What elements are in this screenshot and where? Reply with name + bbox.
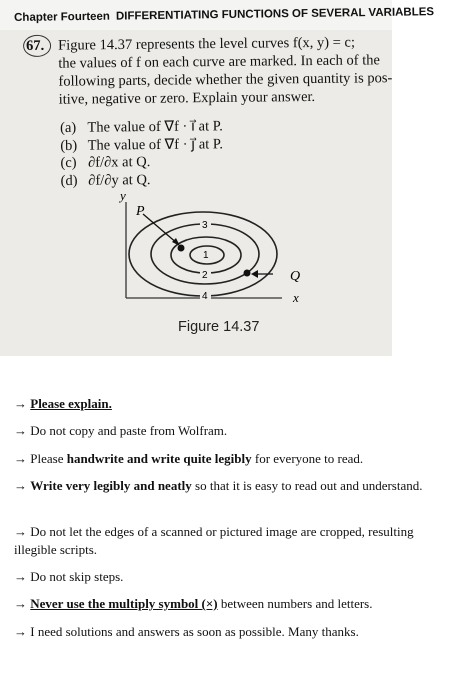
problem-line: the values of f on each curve are marked. In each of the	[58, 52, 381, 72]
point-p-dot	[178, 245, 185, 252]
instruction-item: → Never use the multiply symbol (×) between numbers and letters.	[14, 596, 373, 611]
point-p-label: P	[136, 204, 145, 219]
part-c: (c) ∂f/∂x at Q.	[60, 154, 151, 171]
instruction-item: → I need solutions and answers as soon as possible. Many thanks.	[14, 624, 359, 639]
instruction-item: → Do not let the edges of a scanned or pictured image are cropped, resulting illegible scripts.	[14, 524, 414, 557]
level-value-3: 3	[202, 220, 208, 231]
problem-line: itive, negative or zero. Explain your answer.	[58, 88, 316, 108]
level-value-1: 1	[203, 250, 209, 261]
point-q-label: Q	[290, 269, 301, 284]
instruction-item: → Write very legibly and neatly so that it is easy to read out and understand.	[14, 478, 423, 493]
problem-line: following parts, decide whether the given quantity is pos-	[58, 70, 393, 90]
level-value-4: 4	[202, 291, 208, 302]
y-axis-label: y	[120, 188, 126, 203]
part-a: (a) The value of ∇f · i⃗ at P.	[60, 118, 223, 136]
x-axis-label: x	[293, 290, 299, 305]
level-curves-figure	[110, 188, 320, 313]
arrow-to-p	[143, 214, 178, 244]
instruction-item: → Please handwrite and write quite legibly for everyone to read.	[14, 451, 364, 466]
figure-caption: Figure 14.37	[178, 319, 260, 335]
problem-statement	[26, 33, 393, 108]
problem-number: 67.	[26, 37, 45, 54]
part-b: (b) The value of ∇f · j⃗ at P.	[60, 135, 224, 154]
point-q-dot	[244, 270, 251, 277]
chapter-title: DIFFERENTIATING FUNCTIONS OF SEVERAL VARIABLES	[115, 6, 435, 23]
problem-parts	[60, 118, 223, 190]
scanned-textbook-image	[0, 0, 435, 356]
part-d: (d) ∂f/∂y at Q.	[60, 171, 151, 189]
chapter-label: Chapter Fourteen	[14, 10, 111, 24]
instruction-item: → Do not skip steps.	[14, 569, 124, 584]
instruction-item: → Do not copy and paste from Wolfram.	[14, 423, 228, 438]
problem-line: Figure 14.37 represents the level curves f(x, y) = c;	[58, 34, 356, 54]
instruction-item: → Please explain.	[14, 396, 112, 411]
level-value-2: 2	[202, 270, 208, 281]
